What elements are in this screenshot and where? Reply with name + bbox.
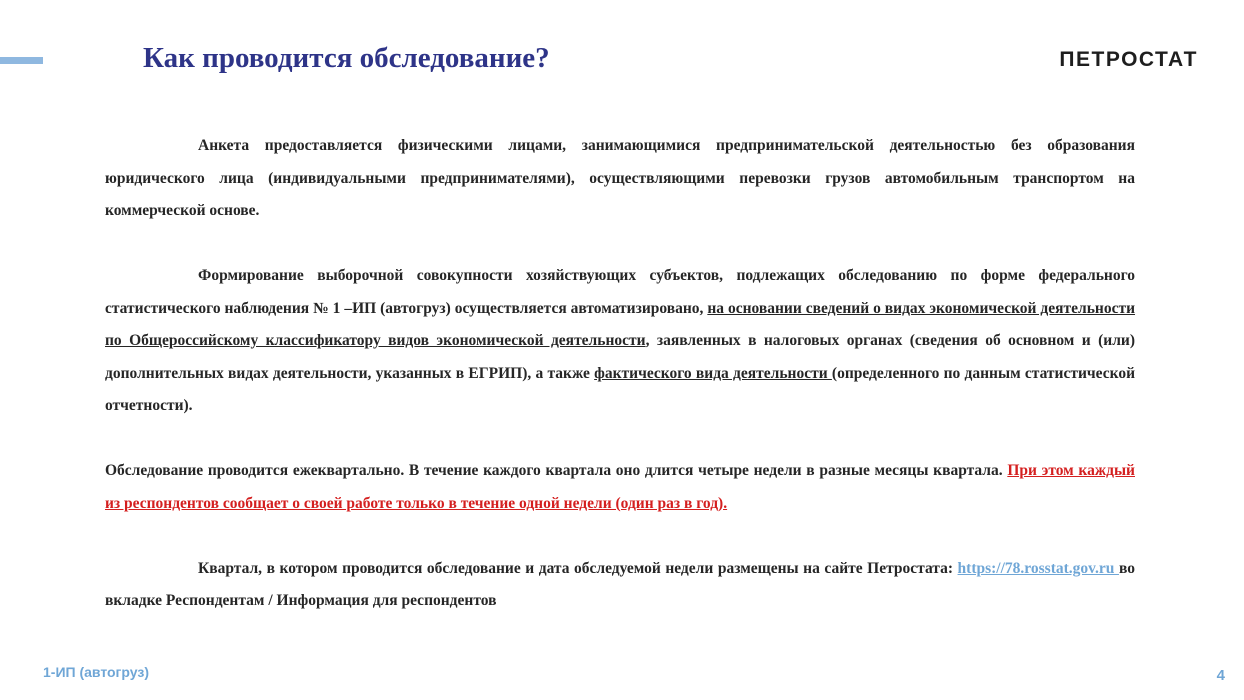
slide-title: Как проводится обследование? <box>143 42 550 74</box>
paragraph-schedule <box>105 455 1135 520</box>
p2-text-b: , заявленных в налоговых органах (сведения об основном и (или) дополнительных видах деятельности, указанных в ЕГРИП), а также <box>105 332 1135 382</box>
p1-text: Анкета предоставляется физическими лицами, занимающимися предпринимательской деятельностью без образования юридического лица (индивидуальными предпринимателями), осуществляющими перевозки грузов автомобильным транспортом на коммерческой основе. <box>105 137 1135 219</box>
p2-text-c: (определенного по данным статистической отчетности). <box>105 364 1135 414</box>
p3-text: Обследование проводится ежеквартально. В течение каждого квартала оно длится четыре недели в разные месяцы квартала. <box>105 462 1008 479</box>
rosstat-link[interactable]: https://78.rosstat.gov.ru <box>957 559 1119 577</box>
spacer <box>105 423 1135 456</box>
brand-logo-text: ПЕТРОСТАТ <box>1059 48 1198 71</box>
p4-text-b: во вкладке Респондентам / Информация для респондентов <box>105 559 1135 609</box>
spacer <box>105 520 1135 553</box>
paragraph-website <box>105 553 1135 618</box>
paragraph-sampling <box>105 260 1135 423</box>
accent-bar <box>0 57 43 64</box>
page-number: 4 <box>1216 667 1225 684</box>
paragraph-respondents <box>105 130 1135 228</box>
p4-text-a: Квартал, в котором проводится обследование и дата обследуемой недели размещены на сайте Петростата: <box>198 559 958 577</box>
p3-highlight: При этом каждый из респондентов сообщает о своей работе только в течение одной недели (один раз в год). <box>105 462 1135 512</box>
p2-text-a: Формирование выборочной совокупности хозяйствующих субъектов, подлежащих обследованию по форме федерального статистического наблюдения № 1 –ИП (автогруз) осуществляется автоматизировано, <box>105 267 1135 317</box>
footer-form-name: 1-ИП (автогруз) <box>43 664 149 680</box>
p2-underlined-actual-activity: фактического вида деятельности <box>594 364 832 382</box>
spacer <box>105 228 1135 261</box>
p2-underlined-okved: на основании сведений о видах экономической деятельности по Общероссийскому классификатору видов экономической деятельности <box>105 299 1136 349</box>
slide-content <box>105 130 1135 618</box>
